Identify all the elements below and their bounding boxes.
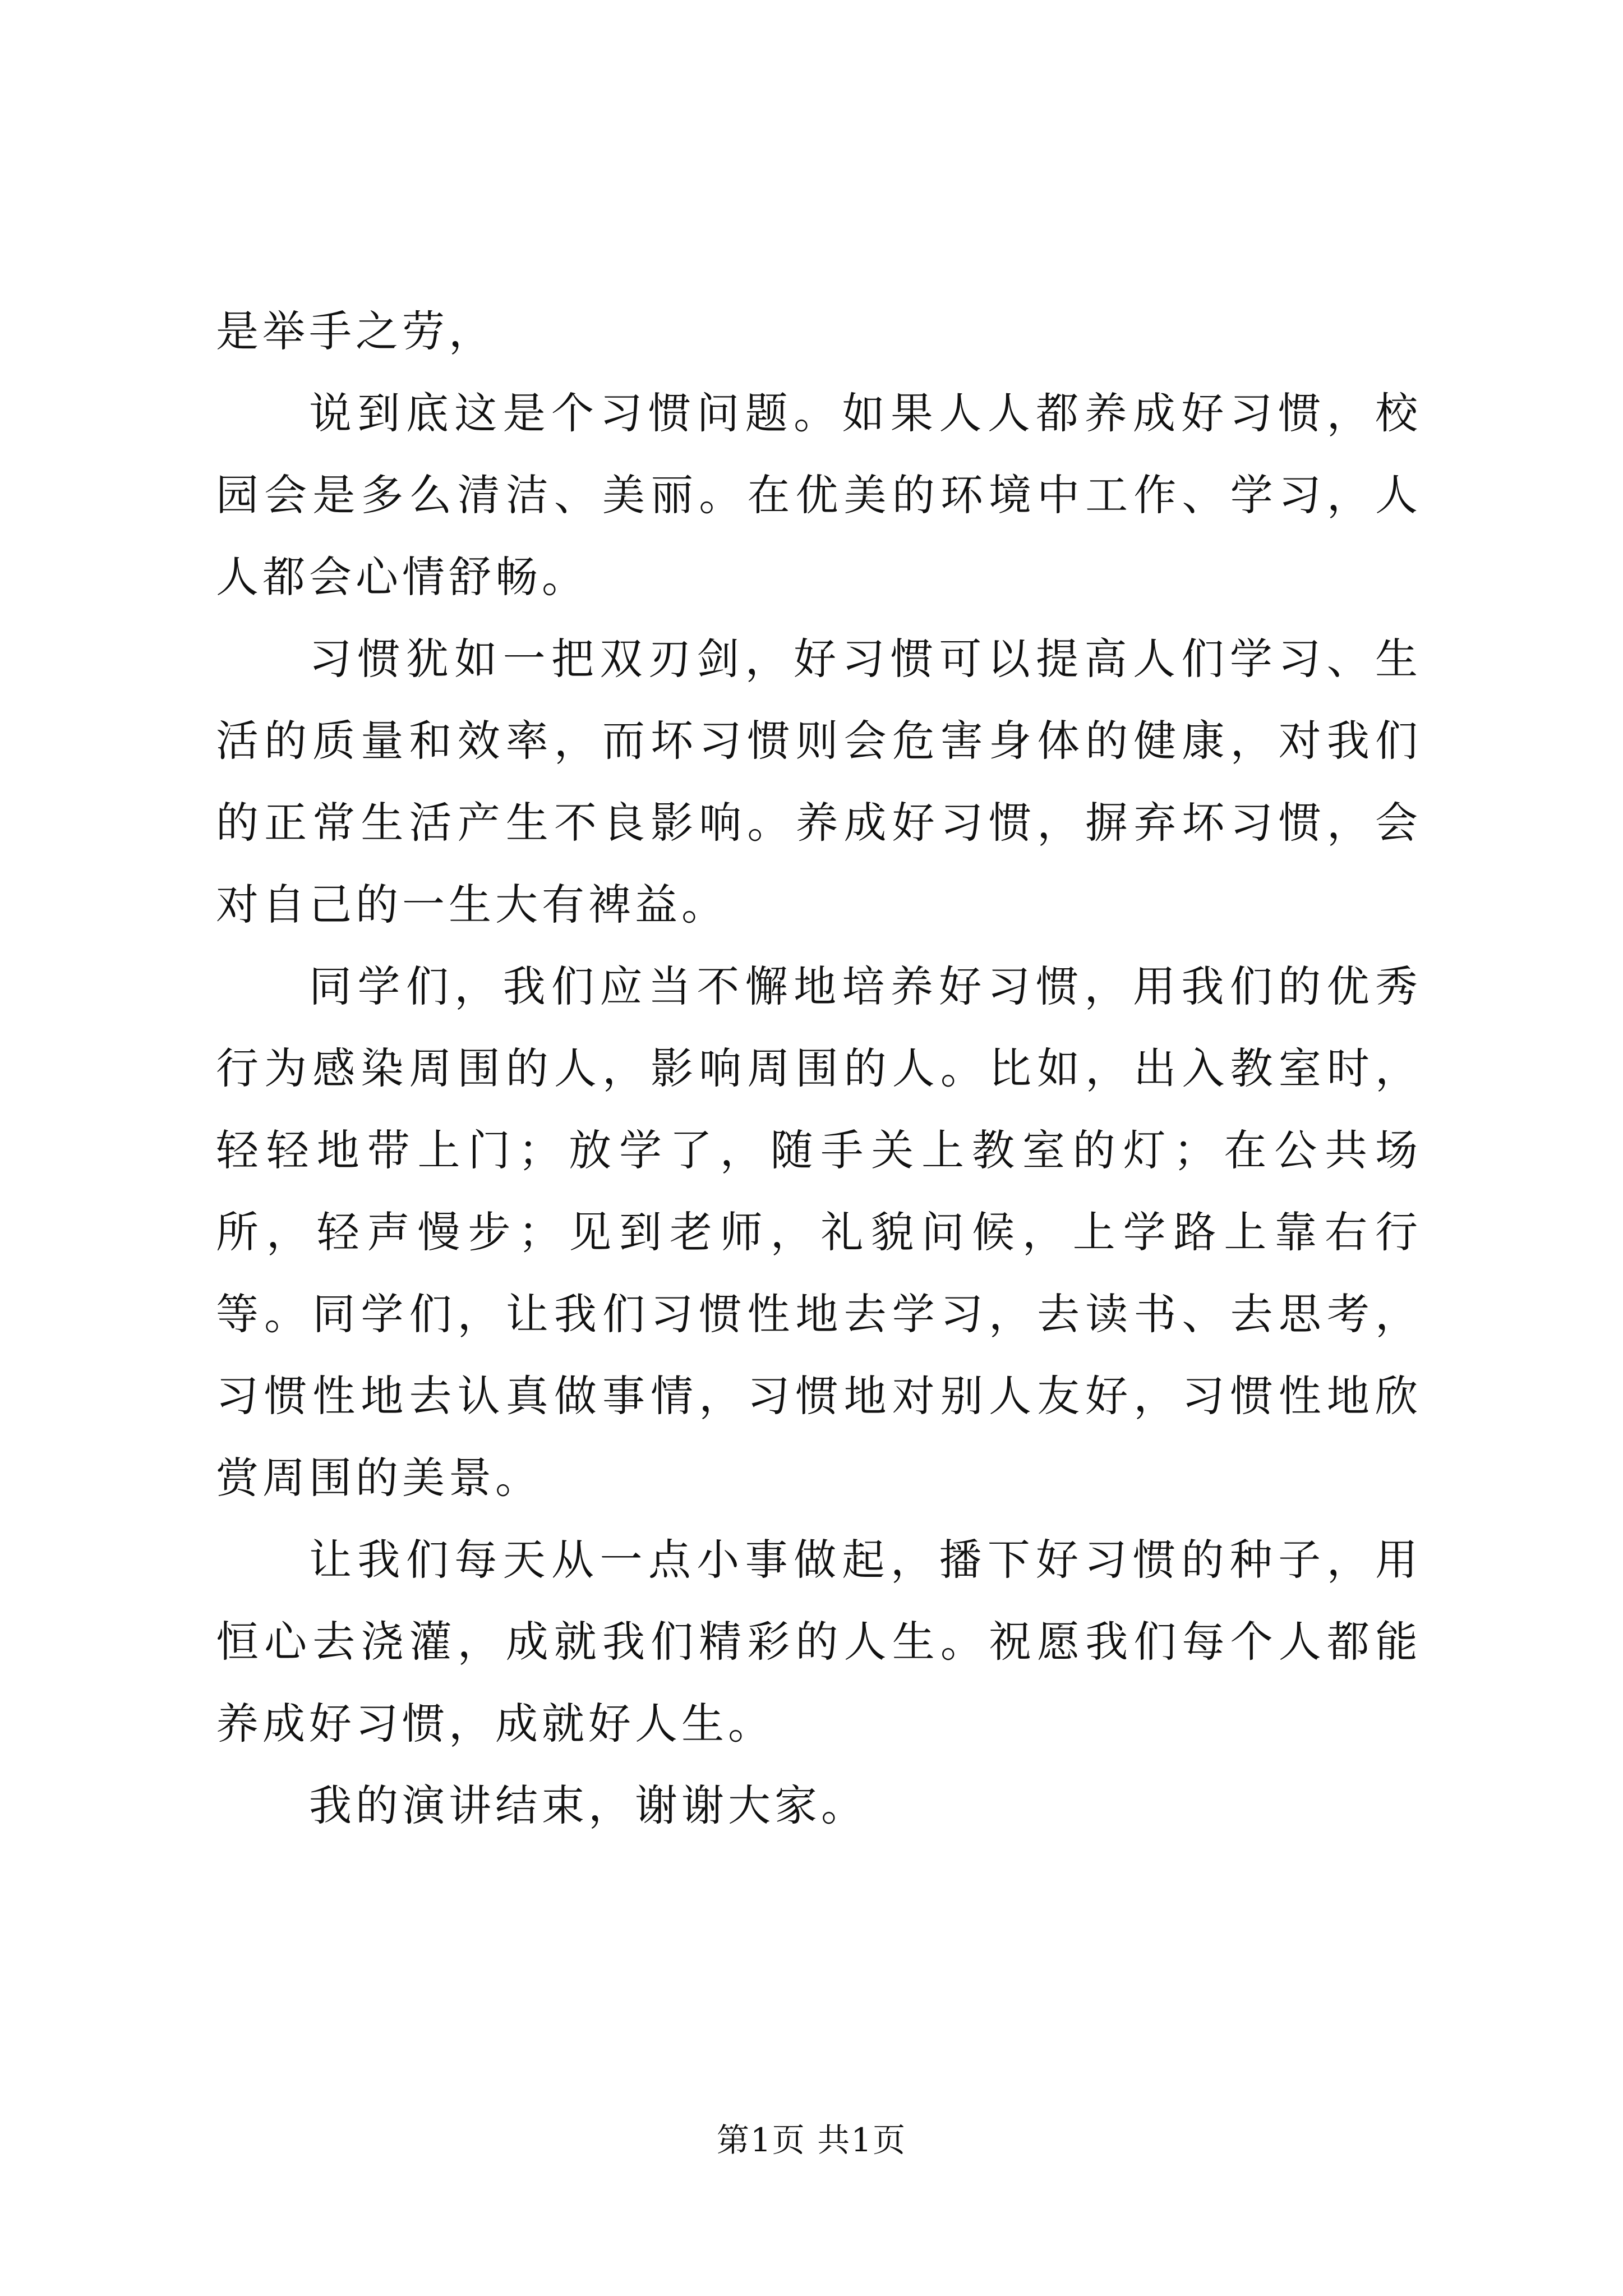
paragraph-2: 说到底这是个习惯问题。如果人人都养成好习惯，校园会是多么清洁、美丽。在优美的环境中工作、学习，人人都会心情舒畅。 <box>216 388 1422 602</box>
document-body <box>216 291 1422 1847</box>
paragraph-1: 是举手之劳， <box>216 306 495 356</box>
paragraph-5: 让我们每天从一点小事做起，播下好习惯的种子，用恒心去浇灌，成就我们精彩的人生。祝愿我们每个人都能养成好习惯，成就好人生。 <box>216 1535 1422 1749</box>
page-footer <box>0 2120 1623 2160</box>
page-number-label: 第1页 共1页 <box>716 2121 907 2159</box>
paragraph-3: 习惯犹如一把双刃剑，好习惯可以提高人们学习、生活的质量和效率，而坏习惯则会危害身体的健康，对我们的正常生活产生不良影响。养成好习惯，摒弃坏习惯，会对自己的一生大有裨益。 <box>216 634 1422 930</box>
paragraph-4: 同学们，我们应当不懈地培养好习惯，用我们的优秀行为感染周围的人，影响周围的人。比如，出入教室时，轻轻地带上门；放学了，随手关上教室的灯；在公共场所，轻声慢步；见到老师，礼貌问候，上学路上靠右行等。同学们，让我们习惯性地去学习，去读书、去思考，习惯性地去认真做事情，习惯地对别人友好，习惯性地欣赏周围的美景。 <box>216 961 1422 1503</box>
paragraph-6: 我的演讲结束，谢谢大家。 <box>309 1780 868 1830</box>
